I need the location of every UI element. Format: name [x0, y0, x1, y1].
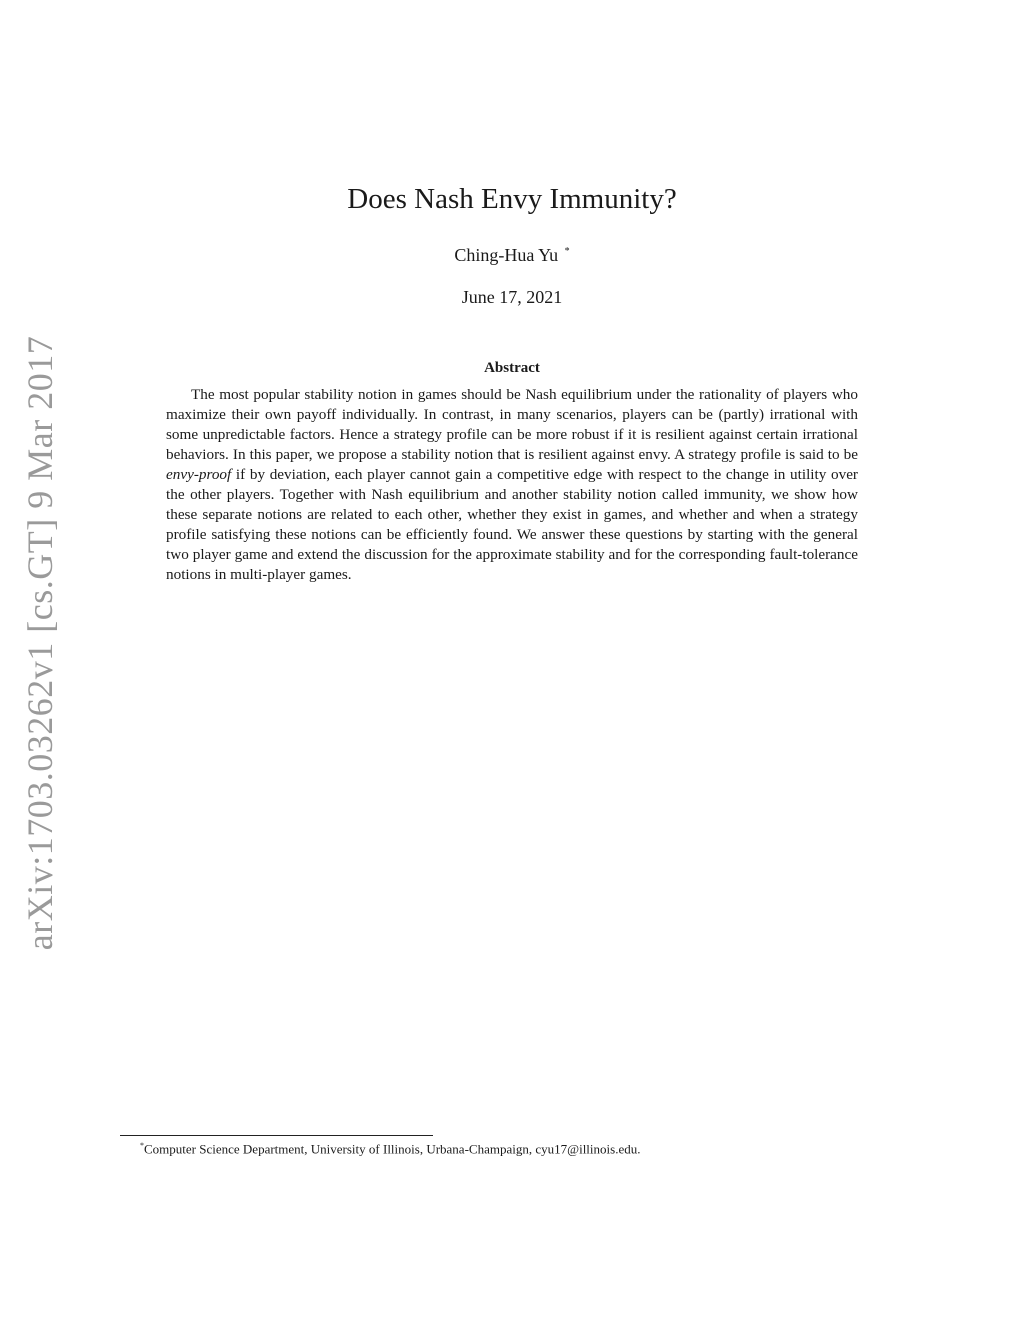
arxiv-identifier-stamp: arXiv:1703.03262v1 [cs.GT] 9 Mar 2017 — [20, 335, 60, 951]
abstract-text-part-1: The most popular stability notion in games should be Nash equilibrium under the rationality of players who maximize their own payoff individually. In contrast, in many scenarios, players can be (partly) irrational with some unpredictable factors. Hence a strategy profile can be more robust if it is resilient against certain irrational behaviors. In this paper, we propose a stability notion that is resilient against envy. A strategy profile is said to be — [166, 386, 858, 463]
abstract-heading: Abstract — [484, 360, 540, 376]
footnote-divider — [120, 1135, 433, 1136]
author-name: Ching-Hua Yu — [454, 245, 559, 265]
abstract-body — [166, 385, 858, 585]
author-line — [0, 245, 1024, 266]
paper-date: June 17, 2021 — [461, 287, 563, 307]
author-footnote-mark: * — [564, 246, 570, 257]
footnote-mark: * — [140, 1141, 144, 1150]
footnote — [140, 1141, 640, 1157]
abstract-emphasis-term: envy-proof — [166, 466, 232, 483]
paper-title: Does Nash Envy Immunity? — [347, 183, 677, 215]
footnote-text: Computer Science Department, University of Illinois, Urbana-Champaign, cyu17@illinois.edu. — [144, 1141, 641, 1157]
abstract-text-part-2: if by deviation, each player cannot gain a competitive edge with respect to the change in utility over the other players. Together with Nash equilibrium and another stability notion called immunity, we show how these separate notions are related to each other, whether they exist in games, and whether and when a strategy profile satisfying these notions can be efficiently found. We answer these questions by starting with the general two player game and extend the discussion for the approximate stability and for the corresponding fault-tolerance notions in multi-player games. — [166, 466, 858, 583]
